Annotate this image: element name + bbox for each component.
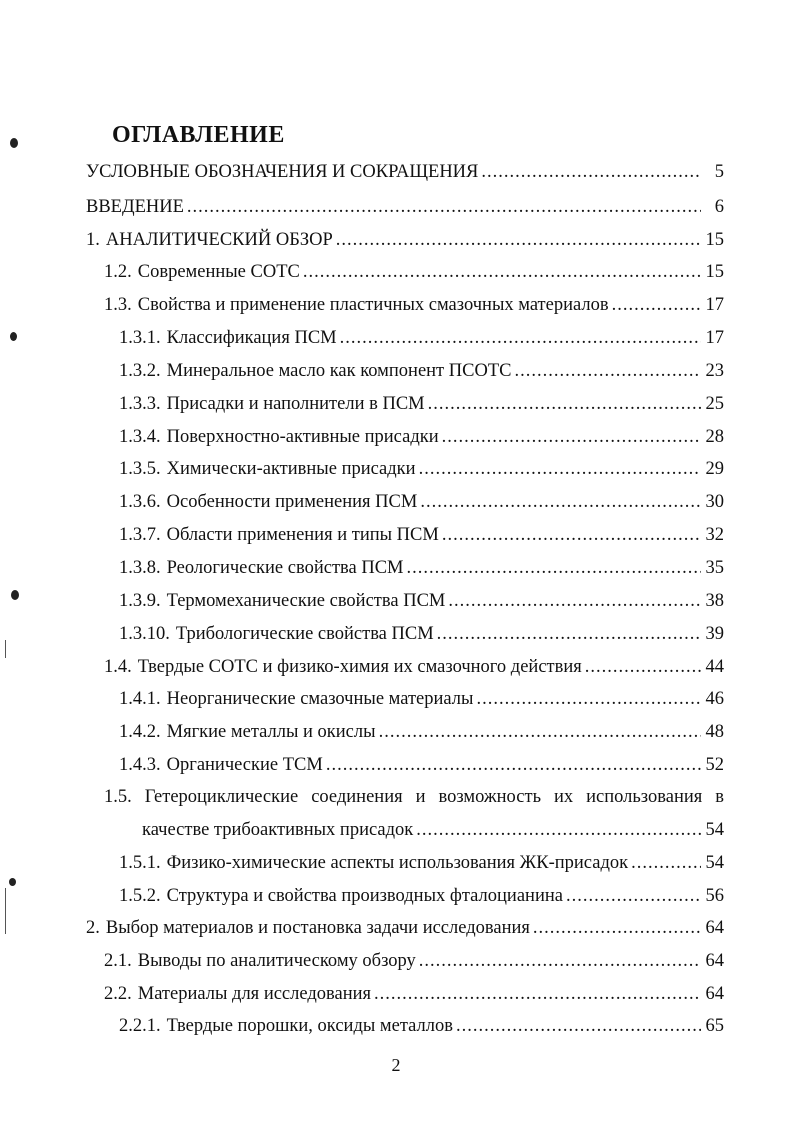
toc-entry-number: 1.3.9. [119,591,161,611]
toc-entry [86,159,724,185]
toc-entry [104,654,724,680]
toc-entry-title: Физико-химические аспекты использования ЖК-присадок [166,853,629,873]
dot-leader [416,817,701,843]
toc-entry-page: 25 [705,394,724,414]
toc-entry-title: Присадки и наполнители в ПСМ [166,394,425,414]
toc-entry-number: 1.2. [104,262,132,282]
toc-entry-number: 1.3. [104,295,132,315]
dot-leader [326,752,701,778]
toc-entry-title: Современные СОТС [137,262,300,282]
toc-entry-title: Структура и свойства производных фталоцианина [166,886,563,906]
toc-entry [119,358,724,384]
dot-leader [420,489,701,515]
toc-entry-page: 38 [705,591,724,611]
toc-entry-number: 1.5.1. [119,853,161,873]
toc-entry [119,752,724,778]
toc-entry-number: 2.1. [104,951,132,971]
toc-entry-title: Минеральное масло как компонент ПСОТС [166,361,512,381]
toc-entry-page: 52 [705,755,724,775]
toc-entry-page: 17 [705,295,724,315]
toc-entry-number: 1.4.2. [119,722,161,742]
dot-leader [612,292,701,318]
toc-entry-number: 1.5. [104,787,132,807]
toc-entry-title: Выводы по аналитическому обзору [137,951,416,971]
dot-leader [448,588,701,614]
dot-leader [533,915,701,941]
dot-leader [437,621,701,647]
toc-entry-number: 1.3.6. [119,492,161,512]
page-number: 2 [391,1055,401,1075]
toc-entry-number: 2.2.1. [119,1016,161,1036]
dot-leader [379,719,701,745]
dot-leader [442,424,701,450]
toc-entry-page: 5 [714,162,724,182]
toc-entry [119,621,724,647]
toc-entry-title: Термомеханические свойства ПСМ [166,591,446,611]
dot-leader [514,358,701,384]
toc-entry-page: 64 [705,951,724,971]
toc-entry-number: 1.3.1. [119,328,161,348]
toc-entry [119,883,724,909]
toc-entry-title: Мягкие металлы и окислы [166,722,376,742]
toc-entry-title: Области применения и типы ПСМ [166,525,439,545]
toc-entry-page: 23 [705,361,724,381]
dot-leader [566,883,701,909]
toc-entry-page: 35 [705,558,724,578]
dot-leader [187,194,701,220]
toc-entry-page: 29 [705,459,724,479]
toc-entry-title: Реологические свойства ПСМ [166,558,404,578]
dot-leader [303,259,701,285]
toc-heading: ОГЛАВЛЕНИЕ [112,122,285,148]
toc-entry [86,194,724,220]
dot-leader [419,948,701,974]
toc-entry-number: 1. [86,230,100,250]
toc-entry-title: Гетероциклические соединения и возможность их использования в [144,787,724,807]
toc-entry-number: 1.3.5. [119,459,161,479]
toc-entry-number: 1.3.4. [119,427,161,447]
dot-leader [442,522,701,548]
toc-entry-page: 15 [705,230,724,250]
toc-entry [119,391,724,417]
toc-entry-page: 64 [705,918,724,938]
toc-entry-number: 1.4. [104,657,132,677]
toc-entry [104,292,724,318]
toc-entry [119,588,724,614]
toc-entry [119,489,724,515]
toc-entry [119,1013,724,1039]
dot-leader [407,555,701,581]
toc-entry-number: 1.3.8. [119,558,161,578]
toc-entry-page: 65 [705,1016,724,1036]
scan-line [5,640,6,658]
toc-entry [119,522,724,548]
toc-entry-page: 6 [714,197,724,217]
toc-entry-page: 56 [705,886,724,906]
toc-entry [104,981,724,1007]
dot-leader [631,850,701,876]
dot-leader [481,159,701,185]
toc-entry [104,948,724,974]
toc-entry-title: УСЛОВНЫЕ ОБОЗНАЧЕНИЯ И СОКРАЩЕНИЯ [86,162,479,182]
dot-leader [419,456,701,482]
toc-entry-number: 2. [86,918,100,938]
toc-entry-page: 46 [705,689,724,709]
toc-entry [119,424,724,450]
toc-entry-title: АНАЛИТИЧЕСКИЙ ОБЗОР [105,230,333,250]
scan-speck [10,138,18,148]
toc-entry-page: 17 [705,328,724,348]
toc-entry-page: 54 [705,820,724,840]
toc-entry-number: 1.4.1. [119,689,161,709]
toc-entry [142,817,724,843]
toc-entry-title: Поверхностно-активные присадки [166,427,439,447]
toc-entry [119,555,724,581]
toc-entry-page: 30 [705,492,724,512]
toc-entry-title: Выбор материалов и постановка задачи исследования [105,918,530,938]
toc-entry-title: Органические ТСМ [166,755,323,775]
toc-entry-page: 28 [705,427,724,447]
toc-entry-number: 1.5.2. [119,886,161,906]
toc-entry [86,227,724,253]
toc-entry-title: Трибологические свойства ПСМ [175,624,434,644]
toc-entry [119,719,724,745]
scan-speck [9,878,16,886]
toc-entry [119,850,724,876]
toc-entry-title: Материалы для исследования [137,984,372,1004]
toc-entry-title: ВВЕДЕНИЕ [86,197,184,217]
toc-entry-page: 32 [705,525,724,545]
toc-entry [119,686,724,712]
toc-entry-number: 2.2. [104,984,132,1004]
scan-speck [10,332,17,341]
toc-entry-title: Химически-активные присадки [166,459,416,479]
toc-entry [119,456,724,482]
dot-leader [374,981,701,1007]
toc-entry-title-continued: качестве трибоактивных присадок [142,820,414,840]
scan-speck [11,590,19,600]
toc-entry-page: 64 [705,984,724,1004]
toc-entry-number: 1.3.10. [119,624,170,644]
toc-entry-page: 48 [705,722,724,742]
toc-entry-title: Твердые СОТС и физико-химия их смазочного действия [137,657,582,677]
dot-leader [456,1013,701,1039]
toc-entry [104,259,724,285]
toc-entry [86,915,724,941]
toc-entry-number: 1.3.7. [119,525,161,545]
dot-leader [585,654,701,680]
dot-leader [340,325,701,351]
toc-entry-number: 1.4.3. [119,755,161,775]
toc-entry-number: 1.3.3. [119,394,161,414]
toc-entry-page: 15 [705,262,724,282]
dot-leader [336,227,701,253]
toc-entry-wrapped-first-line [104,784,724,810]
toc-entry-title: Неорганические смазочные материалы [166,689,474,709]
toc-entry-title: Свойства и применение пластичных смазочных материалов [137,295,609,315]
toc-entry [119,325,724,351]
toc-entry-number: 1.3.2. [119,361,161,381]
toc-entry-title: Особенности применения ПСМ [166,492,418,512]
toc-entry-page: 39 [705,624,724,644]
scan-line [5,888,6,934]
toc-entry-page: 44 [705,657,724,677]
dot-leader [428,391,701,417]
toc-entry-title: Классификация ПСМ [166,328,337,348]
toc-entry-page: 54 [705,853,724,873]
dot-leader [476,686,701,712]
toc-entry-title: Твердые порошки, оксиды металлов [166,1016,453,1036]
